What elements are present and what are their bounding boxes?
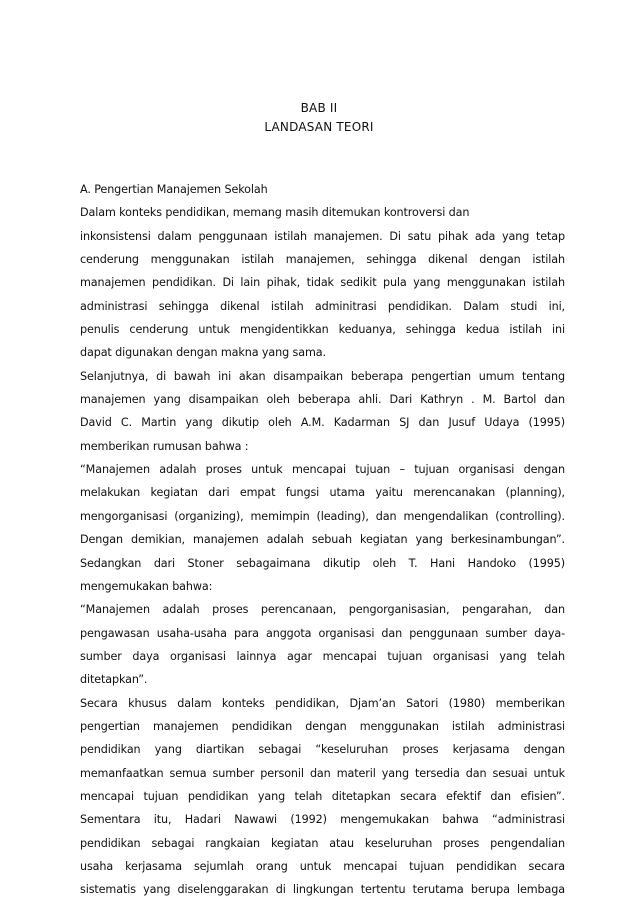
paragraph-line: “Manajemen adalah proses untuk mencapai tujuan – tujuan organisasi dengan bbox=[80, 463, 565, 477]
paragraph-line: pendidikan yang diartikan sebagai “keseluruhan proses kerjasama dengan bbox=[80, 743, 565, 757]
paragraph-line: penulis cenderung untuk mengidentikkan keduanya, sehingga kedua istilah ini bbox=[80, 323, 565, 337]
paragraph-line: Sedangkan dari Stoner sebagaimana dikutip oleh T. Hani Handoko (1995) bbox=[80, 556, 565, 570]
paragraph-line: pengawasan usaha-usaha para anggota organisasi dan penggunaan sumber daya- bbox=[80, 626, 565, 640]
chapter-title: LANDASAN TEORI bbox=[264, 120, 374, 134]
paragraph-line: mengemukakan bahwa: bbox=[80, 579, 213, 593]
paragraph-line: memanfaatkan semua sumber personil dan materil yang tersedia dan sesuai untuk bbox=[80, 766, 565, 780]
paragraph-line: David C. Martin yang dikutip oleh A.M. Kadarman SJ dan Jusuf Udaya (1995) bbox=[80, 416, 565, 430]
paragraph-line: melakukan kegiatan dari empat fungsi utama yaitu merencanakan (planning), bbox=[80, 486, 565, 500]
paragraph-line: pendidikan sebagai rangkaian kegiatan atau keseluruhan proses pengendalian bbox=[80, 836, 565, 850]
section-heading: A. Pengertian Manajemen Sekolah bbox=[80, 183, 268, 196]
paragraph-line: Sementara itu, Hadari Nawawi (1992) mengemukakan bahwa “administrasi bbox=[80, 813, 565, 827]
paragraph-line: mencapai tujuan pendidikan yang telah ditetapkan secara efektif dan efisien”. bbox=[80, 789, 565, 803]
paragraph-line: administrasi sehingga dikenal istilah adminitrasi pendidikan. Dalam studi ini, bbox=[80, 299, 565, 313]
paragraph-line: dapat digunakan dengan makna yang sama. bbox=[80, 346, 326, 360]
paragraph-line: Dengan demikian, manajemen adalah sebuah kegiatan yang berkesinambungan”. bbox=[80, 533, 565, 547]
paragraph-line: manajemen yang disampaikan oleh beberapa ahli. Dari Kathryn . M. Bartol dan bbox=[80, 393, 565, 407]
paragraph-line: manajemen pendidikan. Di lain pihak, tidak sedikit pula yang menggunakan istilah bbox=[80, 276, 565, 290]
paragraph-line: usaha kerjasama sejumlah orang untuk mencapai tujuan pendidikan secara bbox=[80, 859, 565, 873]
document-body bbox=[80, 178, 565, 902]
paragraph-line: ditetapkan”. bbox=[80, 673, 148, 687]
paragraph-line: cenderung menggunakan istilah manajemen, sehingga dikenal dengan istilah bbox=[80, 253, 565, 267]
paragraph-line: mengorganisasi (organizing), memimpin (leading), dan mengendalikan (controlling). bbox=[80, 509, 565, 523]
paragraph-line: Secara khusus dalam konteks pendidikan, Djam’an Satori (1980) memberikan bbox=[80, 696, 565, 710]
paragraph-line: sumber daya organisasi lainnya agar mencapai tujuan organisasi yang telah bbox=[80, 649, 565, 663]
chapter-number: BAB II bbox=[300, 101, 338, 115]
paragraph-line: Selanjutnya, di bawah ini akan disampaikan beberapa pengertian umum tentang bbox=[80, 369, 565, 383]
paragraph-line: sistematis yang diselenggarakan di lingkungan tertentu terutama berupa lembaga bbox=[80, 883, 565, 897]
paragraph-line: Dalam konteks pendidikan, memang masih ditemukan kontroversi dan bbox=[80, 206, 470, 220]
paragraph-line: “Manajemen adalah proses perencanaan, pengorganisasian, pengarahan, dan bbox=[80, 603, 565, 617]
paragraph-line: inkonsistensi dalam penggunaan istilah manajemen. Di satu pihak ada yang tetap bbox=[80, 229, 565, 243]
paragraph-line: memberikan rumusan bahwa : bbox=[80, 439, 249, 453]
paragraph-line: pengertian manajemen pendidikan dengan menggunakan istilah administrasi bbox=[80, 719, 565, 733]
